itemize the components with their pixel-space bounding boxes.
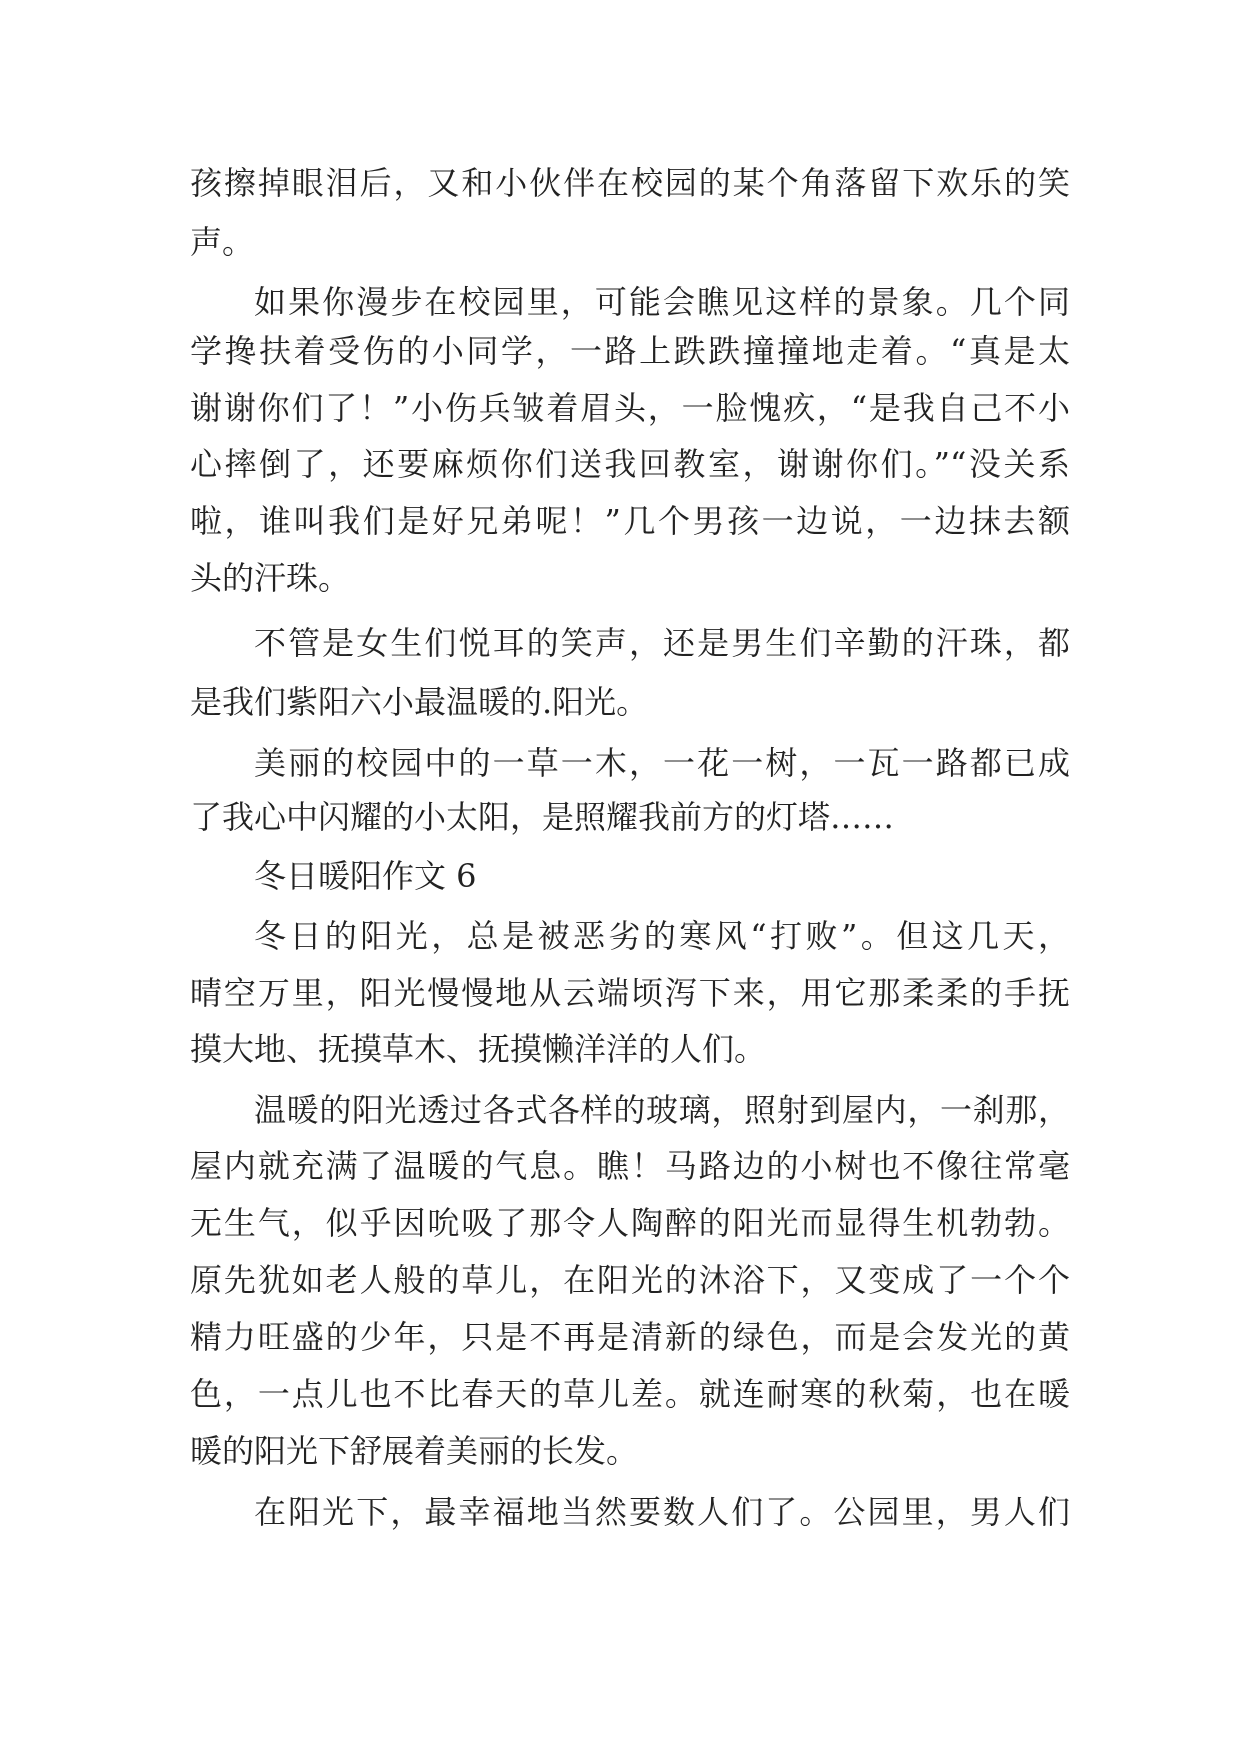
text-line: 声。: [190, 223, 255, 261]
text-line: 学搀扶着受伤的小同学，一路上跌跌撞撞地走着。“真是太: [190, 332, 1070, 370]
section-heading: 冬日暖阳作文 6: [254, 857, 477, 895]
text-line: 美丽的校园中的一草一木，一花一树，一瓦一路都已成: [254, 744, 1070, 782]
text-line: 屋内就充满了温暖的气息。瞧！马路边的小树也不像往常毫: [190, 1147, 1070, 1185]
text-line: 色，一点儿也不比春天的草儿差。就连耐寒的秋菊，也在暖: [190, 1375, 1070, 1413]
text-line: 心摔倒了，还要麻烦你们送我回教室，谢谢你们。”“没关系: [190, 445, 1070, 483]
text-line: 谢谢你们了！”小伤兵皱着眉头，一脸愧疚，“是我自己不小: [190, 389, 1070, 427]
text-line: 头的汗珠。: [190, 559, 351, 597]
text-line: 不管是女生们悦耳的笑声，还是男生们辛勤的汗珠，都: [254, 624, 1070, 662]
text-line: 精力旺盛的少年，只是不再是清新的绿色，而是会发光的黄: [190, 1318, 1070, 1356]
text-line: 孩擦掉眼泪后，又和小伙伴在校园的某个角落留下欢乐的笑: [190, 164, 1070, 202]
text-line: 无生气，似乎因吮吸了那令人陶醉的阳光而显得生机勃勃。: [190, 1204, 1070, 1242]
text-line: 暖的阳光下舒展着美丽的长发。: [190, 1432, 639, 1470]
text-line: 摸大地、抚摸草木、抚摸懒洋洋的人们。: [190, 1030, 767, 1068]
text-line: 晴空万里，阳光慢慢地从云端顷泻下来，用它那柔柔的手抚: [190, 974, 1070, 1012]
text-line: 是我们紫阳六小最温暖的.阳光。: [190, 683, 649, 721]
text-line: 温暖的阳光透过各式各样的玻璃，照射到屋内，一刹那，: [254, 1091, 1070, 1129]
text-line: 啦，谁叫我们是好兄弟呢！”几个男孩一边说，一边抹去额: [190, 502, 1070, 540]
text-line: 了我心中闪耀的小太阳，是照耀我前方的灯塔……: [190, 798, 895, 836]
text-line: 原先犹如老人般的草儿，在阳光的沐浴下，又变成了一个个: [190, 1261, 1070, 1299]
text-line: 冬日的阳光，总是被恶劣的寒风“打败”。但这几天，: [254, 917, 1070, 955]
text-line: 在阳光下，最幸福地当然要数人们了。公园里，男人们: [254, 1493, 1070, 1531]
text-line: 如果你漫步在校园里，可能会瞧见这样的景象。几个同: [254, 283, 1070, 321]
